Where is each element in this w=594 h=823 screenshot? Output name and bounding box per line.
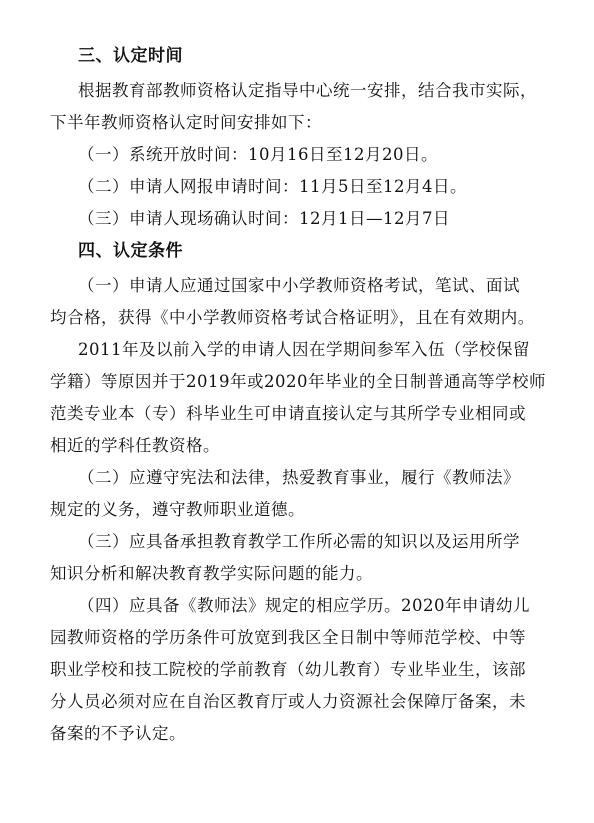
paragraph-line: 根据教育部教师资格认定指导中心统一安排，结合我市实际， (78, 81, 537, 100)
paragraph-line: 规定的义务，遵守教师职业道德。 (50, 500, 305, 519)
paragraph-line: 备案的不予认定。 (50, 724, 186, 743)
paragraph-line: （二）应遵守宪法和法律，热爱教育事业，履行《教师法》 (78, 468, 520, 487)
paragraph-line: 园教师资格的学历条件可放宽到我区全日制中等师范学校、中等 (50, 628, 526, 647)
paragraph-line: 知识分析和解决教育教学实际问题的能力。 (50, 564, 373, 583)
paragraph-line: 分人员必须对应在自治区教育厅或人力资源社会保障厅备案，未 (50, 692, 526, 711)
list-item-onsite-confirmation-time: （三）申请人现场确认时间：12月1日—12月7日 (78, 209, 450, 228)
list-item-online-application-time: （二）申请人网报申请时间：11月5日至12月4日。 (78, 177, 467, 196)
paragraph-line: 范类专业本（专）科毕业生可申请直接认定与其所学专业相同或 (50, 404, 526, 423)
section-heading-certification-conditions: 四、认定条件 (78, 241, 183, 261)
section-heading-certification-time: 三、认定时间 (78, 46, 183, 66)
paragraph-line: （三）应具备承担教育教学工作所必需的知识以及运用所学 (78, 532, 520, 551)
paragraph-line: 职业学校和技工院校的学前教育（幼儿教育）专业毕业生，该部 (50, 660, 526, 679)
paragraph-line: 均合格，获得《中小学教师资格考试合格证明》，且在有效期内。 (50, 308, 535, 327)
paragraph-line: 2011年及以前入学的申请人因在学期间参军入伍（学校保留 (78, 340, 530, 359)
paragraph-line: （四）应具备《教师法》规定的相应学历。2020年申请幼儿 (78, 596, 530, 615)
list-item-system-open-time: （一）系统开放时间：10月16日至12月20日。 (78, 145, 438, 164)
paragraph-line: 下半年教师资格认定时间安排如下： (50, 113, 322, 132)
paragraph-line: （一）申请人应通过国家中小学教师资格考试，笔试、面试 (78, 276, 520, 295)
paragraph-line: 相近的学科任教资格。 (50, 436, 220, 455)
paragraph-line: 学籍）等原因并于2019年或2020年毕业的全日制普通高等学校师 (50, 372, 546, 391)
